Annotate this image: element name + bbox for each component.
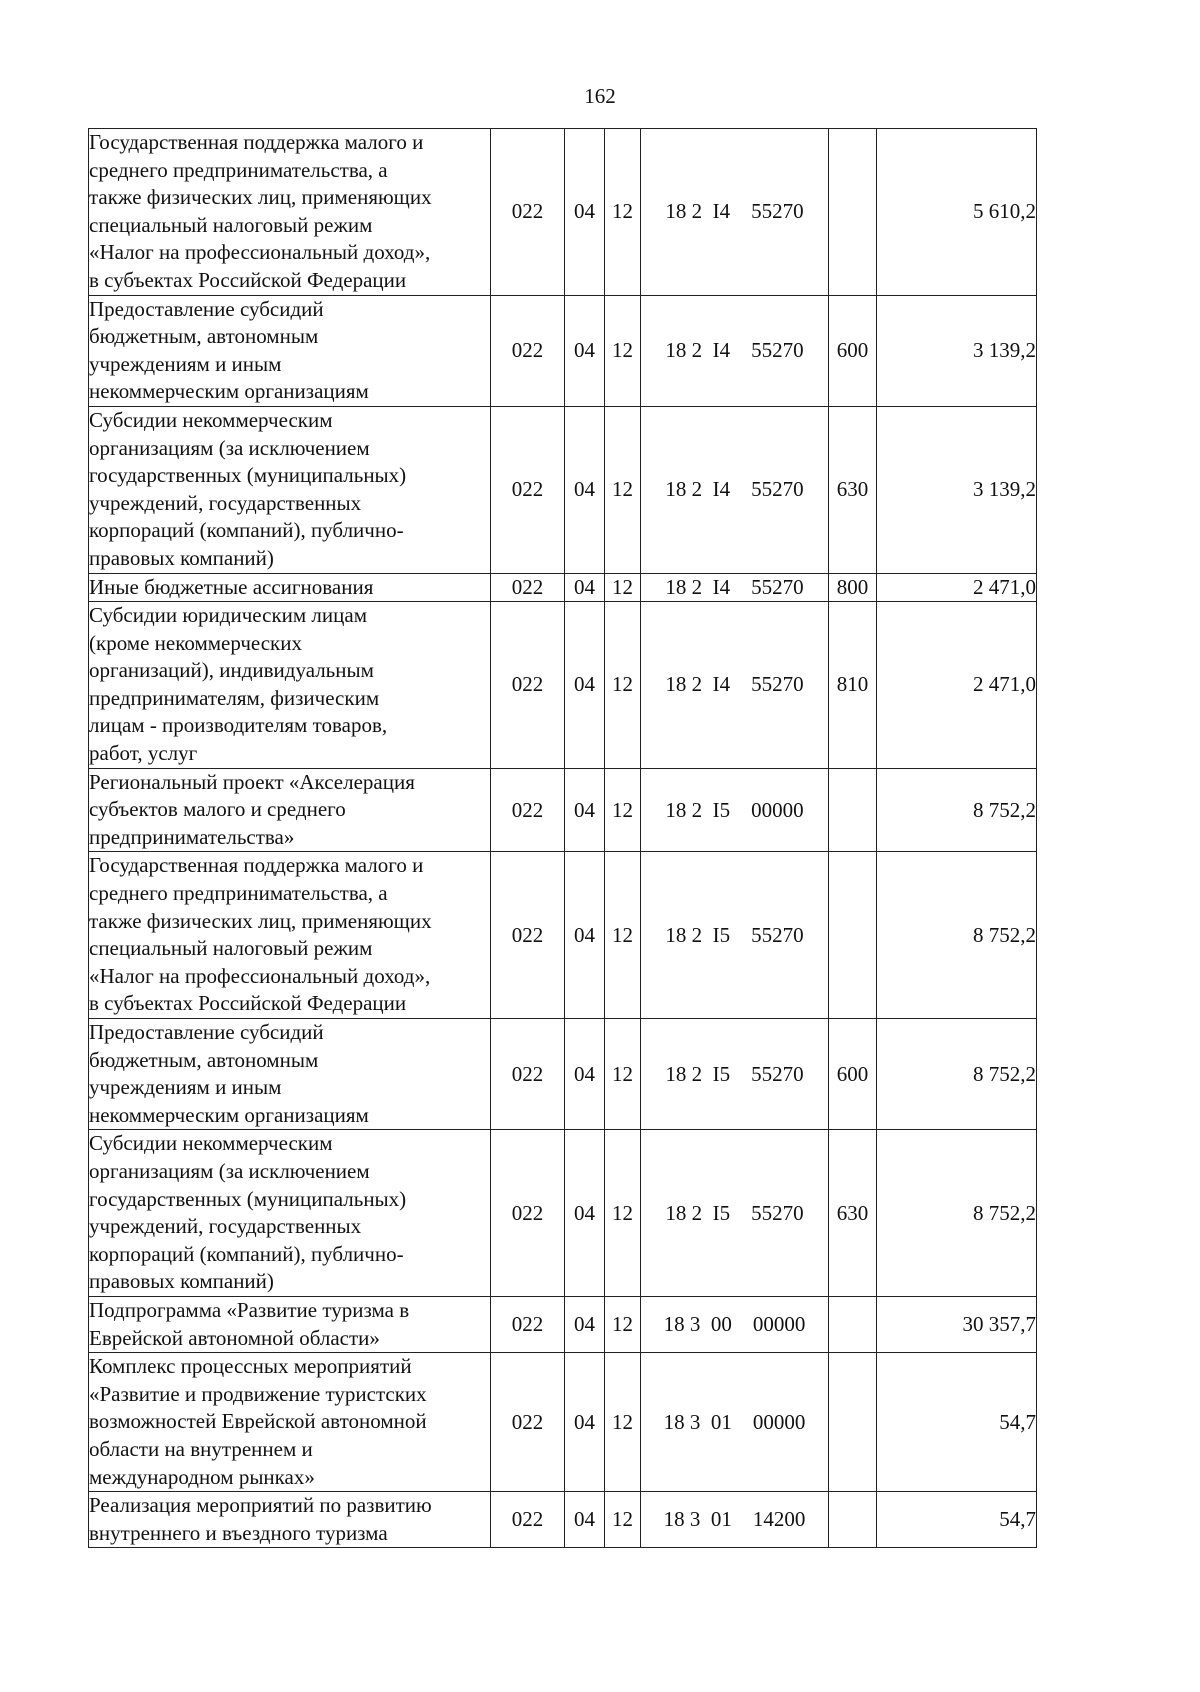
target-article-event: I5 [712,922,731,947]
row-name: Комплекс процессных мероприятий «Развитие и продвижение туристских возможностей Еврейской автономной области на внутреннем и международном рынках» [89,1353,491,1492]
table-row [89,1296,1037,1352]
target-article-event: I4 [712,477,731,502]
target-article-direction: 55270 [751,338,804,363]
target-article-direction: 55270 [751,1061,804,1086]
row-target-article [641,1296,829,1352]
target-article-program: 18 [665,199,687,224]
target-article-direction: 55270 [751,672,804,697]
table-row [89,406,1037,573]
row-name: Государственная поддержка малого и среднего предпринимательства, а также физических лиц, применяющих специальный налоговый режим «Налог на профессиональный доход», в субъектах Российской Федерации [89,129,491,296]
row-sum: 2 471,0 [877,573,1037,602]
table-row [89,129,1037,296]
table-row [89,1492,1037,1548]
target-article-program: 18 [665,574,687,599]
row-expense-type: 800 [829,573,877,602]
budget-table [88,128,1037,1548]
row-sum: 2 471,0 [877,602,1037,769]
row-name: Предоставление субсидий бюджетным, автономным учреждениям и иным некоммерческим организациям [89,295,491,406]
row-expense-type: 600 [829,1019,877,1130]
target-article-program: 18 [665,1061,687,1086]
target-article-event: I4 [712,338,731,363]
page-number: 162 [584,84,616,108]
row-target-article [641,768,829,852]
target-article-event: I5 [712,797,731,822]
target-article-subprogram: 3 [689,1312,701,1337]
row-target-article [641,602,829,769]
target-article-event: I4 [712,672,731,697]
row-section: 04 [565,573,605,602]
row-name: Региональный проект «Акселерация субъектов малого и среднего предпринимательства» [89,768,491,852]
row-sum: 54,7 [877,1353,1037,1492]
target-article-direction: 55270 [751,574,804,599]
row-target-article [641,573,829,602]
row-section: 04 [565,129,605,296]
row-grbs: 022 [491,573,565,602]
row-target-article [641,1492,829,1548]
target-article-subprogram: 2 [691,1200,703,1225]
row-name: Подпрограмма «Развитие туризма в Еврейской автономной области» [89,1296,491,1352]
row-name: Субсидии некоммерческим организациям (за исключением государственных (муниципальных) учреждений, государственных корпораций (компаний), публично- правовых компаний) [89,406,491,573]
target-article-subprogram: 2 [691,1061,703,1086]
row-grbs: 022 [491,602,565,769]
target-article-direction: 55270 [751,922,804,947]
row-grbs: 022 [491,1019,565,1130]
target-article-event: I5 [712,1061,731,1086]
target-article-direction: 55270 [751,199,804,224]
row-section: 04 [565,1296,605,1352]
target-article-subprogram: 3 [689,1409,701,1434]
row-subsection: 12 [605,129,641,296]
row-name: Реализация мероприятий по развитию внутреннего и въездного туризма [89,1492,491,1548]
row-target-article [641,129,829,296]
row-section: 04 [565,1130,605,1297]
target-article-direction: 55270 [751,1200,804,1225]
target-article-direction: 00000 [751,797,804,822]
row-sum: 8 752,2 [877,1019,1037,1130]
row-subsection: 12 [605,1130,641,1297]
row-grbs: 022 [491,768,565,852]
target-article-event: I4 [712,199,731,224]
row-section: 04 [565,602,605,769]
target-article-subprogram: 2 [691,338,703,363]
target-article-event: 01 [710,1507,732,1532]
target-article-event: I4 [712,574,731,599]
table-body [89,129,1037,1548]
row-subsection: 12 [605,1019,641,1130]
target-article-program: 18 [663,1409,685,1434]
row-sum: 3 139,2 [877,295,1037,406]
row-grbs: 022 [491,1130,565,1297]
table-row [89,852,1037,1019]
row-grbs: 022 [491,129,565,296]
row-subsection: 12 [605,1353,641,1492]
row-expense-type [829,768,877,852]
row-expense-type: 630 [829,1130,877,1297]
table-row [89,1130,1037,1297]
row-section: 04 [565,1353,605,1492]
row-section: 04 [565,768,605,852]
row-section: 04 [565,295,605,406]
target-article-subprogram: 3 [689,1507,701,1532]
row-grbs: 022 [491,406,565,573]
row-name: Иные бюджетные ассигнования [89,573,491,602]
target-article-program: 18 [665,672,687,697]
row-expense-type: 810 [829,602,877,769]
row-subsection: 12 [605,406,641,573]
target-article-direction: 00000 [752,1312,806,1337]
row-grbs: 022 [491,1353,565,1492]
row-subsection: 12 [605,573,641,602]
row-expense-type [829,1296,877,1352]
row-sum: 8 752,2 [877,768,1037,852]
table-row [89,295,1037,406]
row-target-article [641,1130,829,1297]
target-article-event: 00 [710,1312,732,1337]
row-section: 04 [565,852,605,1019]
target-article-program: 18 [665,338,687,363]
target-article-direction: 00000 [752,1409,806,1434]
row-sum: 8 752,2 [877,1130,1037,1297]
row-name: Субсидии юридическим лицам (кроме некоммерческих организаций), индивидуальным предпринимателям, физическим лицам - производителям товаров, работ, услуг [89,602,491,769]
table-row [89,768,1037,852]
row-grbs: 022 [491,852,565,1019]
row-sum: 54,7 [877,1492,1037,1548]
row-sum: 8 752,2 [877,852,1037,1019]
row-section: 04 [565,1019,605,1130]
target-article-subprogram: 2 [691,477,703,502]
row-name: Государственная поддержка малого и среднего предпринимательства, а также физических лиц, применяющих специальный налоговый режим «Налог на профессиональный доход», в субъектах Российской Федерации [89,852,491,1019]
row-expense-type [829,129,877,296]
row-grbs: 022 [491,1492,565,1548]
row-sum: 5 610,2 [877,129,1037,296]
row-sum: 30 357,7 [877,1296,1037,1352]
target-article-program: 18 [665,922,687,947]
row-target-article [641,295,829,406]
row-target-article [641,1019,829,1130]
row-subsection: 12 [605,852,641,1019]
table-row [89,1019,1037,1130]
target-article-program: 18 [665,477,687,502]
row-subsection: 12 [605,295,641,406]
target-article-event: I5 [712,1200,731,1225]
row-name: Предоставление субсидий бюджетным, автономным учреждениям и иным некоммерческим организациям [89,1019,491,1130]
row-expense-type [829,1492,877,1548]
row-name: Субсидии некоммерческим организациям (за исключением государственных (муниципальных) учреждений, государственных корпораций (компаний), публично- правовых компаний) [89,1130,491,1297]
target-article-program: 18 [665,797,687,822]
row-expense-type: 600 [829,295,877,406]
target-article-direction: 14200 [752,1507,806,1532]
target-article-event: 01 [710,1409,732,1434]
table-row [89,602,1037,769]
target-article-subprogram: 2 [691,797,703,822]
table-row [89,1353,1037,1492]
target-article-program: 18 [665,1200,687,1225]
row-section: 04 [565,1492,605,1548]
row-expense-type [829,1353,877,1492]
target-article-subprogram: 2 [691,199,703,224]
row-section: 04 [565,406,605,573]
row-target-article [641,852,829,1019]
row-subsection: 12 [605,1296,641,1352]
row-sum: 3 139,2 [877,406,1037,573]
target-article-program: 18 [663,1312,685,1337]
row-subsection: 12 [605,602,641,769]
row-grbs: 022 [491,295,565,406]
table-row [89,573,1037,602]
row-target-article [641,1353,829,1492]
target-article-direction: 55270 [751,477,804,502]
target-article-subprogram: 2 [691,672,703,697]
row-expense-type: 630 [829,406,877,573]
row-subsection: 12 [605,1492,641,1548]
row-grbs: 022 [491,1296,565,1352]
target-article-program: 18 [663,1507,685,1532]
target-article-subprogram: 2 [691,922,703,947]
row-target-article [641,406,829,573]
row-subsection: 12 [605,768,641,852]
row-expense-type [829,852,877,1019]
target-article-subprogram: 2 [691,574,703,599]
